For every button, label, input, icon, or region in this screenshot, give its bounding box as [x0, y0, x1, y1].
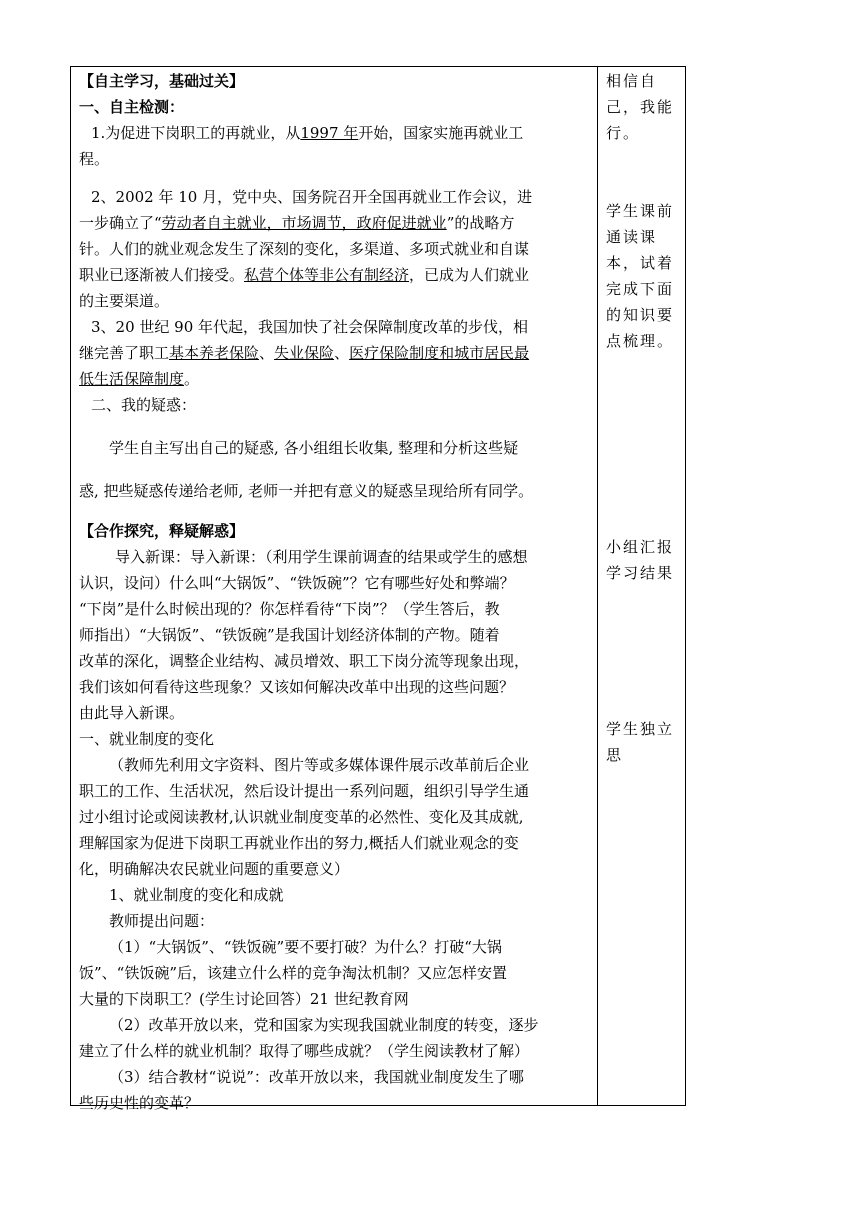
paragraph-line: 认识，设问）什么叫“大锅饭”、“铁饭碗”？它有哪些好处和弊端？ — [79, 574, 515, 592]
paragraph-line: 的主要渠道。 — [79, 292, 170, 310]
section-header: 【合作探究，释疑解惑】 — [79, 522, 245, 540]
side-note-1: 相信自 己，我能 行。 — [606, 72, 675, 142]
paragraph-line: 针。人们的就业观念发生了深刻的变化，多渠道、多项式就业和自谋 — [79, 240, 530, 258]
paragraph-line: 改革的深化，调整企业结构、减员增效、职工下岗分流等现象出现， — [79, 652, 530, 670]
paragraph-line: 1.为促进下岗职工的再就业，从1997 年开始，国家实施再就业工 — [91, 124, 524, 142]
paragraph-line: 一步确立了“劳动者自主就业，市场调节，政府促进就业”的战略方 — [79, 214, 515, 232]
paragraph-line: 导入新课：导入新课：（利用学生课前调查的结果或学生的感想 — [115, 548, 528, 566]
main-column — [79, 68, 593, 1116]
paragraph-line: 教师提出问题： — [109, 912, 215, 930]
paragraph-line: 继完善了职工基本养老保险、失业保险、医疗保险制度和城市居民最 — [79, 344, 530, 362]
section-header: 【自主学习，基础过关】 — [79, 72, 245, 90]
paragraph-line: 2、2002 年 10 月，党中央、国务院召开全国再就业工作会议，进 — [91, 188, 533, 206]
side-note-2: 学生课前 通读课 本，试着 完成下面 的知识要 点梳理。 — [606, 202, 675, 350]
subsection-title: 一、自主检测： — [79, 98, 185, 116]
question-line: （2）改革开放以来，党和国家为实现我国就业制度的转变，逐步 — [109, 1016, 539, 1034]
paragraph-line: 过小组讨论或阅读教材,认识就业制度变革的必然性、变化及其成就, — [79, 808, 524, 826]
paragraph-line: 师指出）“大锅饭”、“铁饭碗”是我国计划经济体制的产物。随着 — [79, 626, 500, 644]
column-divider — [597, 66, 598, 1106]
paragraph-line: 程。 — [79, 150, 110, 168]
paragraph-line: “下岗”是什么时候出现的？你怎样看待“下岗”？（学生答后，教 — [79, 600, 500, 618]
paragraph-line: 惑, 把些疑惑传递给老师, 老师一并把有意义的疑惑呈现给所有同学。 — [79, 482, 534, 500]
side-note-4: 学生独立 思 — [606, 720, 675, 764]
subsection-title: 一、就业制度的变化 — [79, 730, 215, 748]
paragraph-line: 化，明确解决农民就业问题的重要意义） — [79, 860, 350, 878]
paragraph-line: 低生活保障制度。 — [79, 370, 200, 388]
paragraph-line: 职业已逐渐被人们接受。私营个体等非公有制经济，已成为人们就业 — [79, 266, 530, 284]
paragraph-line: 由此导入新课。 — [79, 704, 185, 722]
subsection-title: 1、就业制度的变化和成就 — [109, 886, 284, 904]
paragraph-line: （教师先利用文字资料、图片等或多媒体课件展示改革前后企业 — [109, 756, 530, 774]
question-line: 饭”、“铁饭碗”后，该建立什么样的竞争淘汰机制？又应怎样安置 — [79, 964, 508, 982]
subsection-title: 二、我的疑惑： — [91, 396, 197, 414]
side-note-3: 小组汇报 学习结果 — [606, 538, 675, 582]
question-line: （1）“大锅饭”、“铁饭碗”要不要打破？为什么？打破“大锅 — [109, 938, 502, 956]
paragraph-line: 职工的工作、生活状况，然后设计提出一系列问题，组织引导学生通 — [79, 782, 530, 800]
question-line: 些历史性的变革？ — [79, 1094, 200, 1112]
question-line: 大量的下岗职工？(学生讨论回答）21 世纪教育网 — [79, 990, 409, 1008]
paragraph-line: 理解国家为促进下岗职工再就业作出的努力,概括人们就业观念的变 — [79, 834, 519, 852]
question-line: （3）结合教材“说说”：改革开放以来，我国就业制度发生了哪 — [109, 1068, 524, 1086]
question-line: 建立了什么样的就业机制？取得了哪些成就？（学生阅读教材了解） — [79, 1042, 530, 1060]
paragraph-line: 我们该如何看待这些现象？又该如何解决改革中出现的这些问题？ — [79, 678, 515, 696]
paragraph-line: 学生自主写出自己的疑惑, 各小组组长收集, 整理和分析这些疑 — [109, 439, 519, 457]
paragraph-line: 3、20 世纪 90 年代起，我国加快了社会保障制度改革的步伐，相 — [91, 318, 529, 336]
